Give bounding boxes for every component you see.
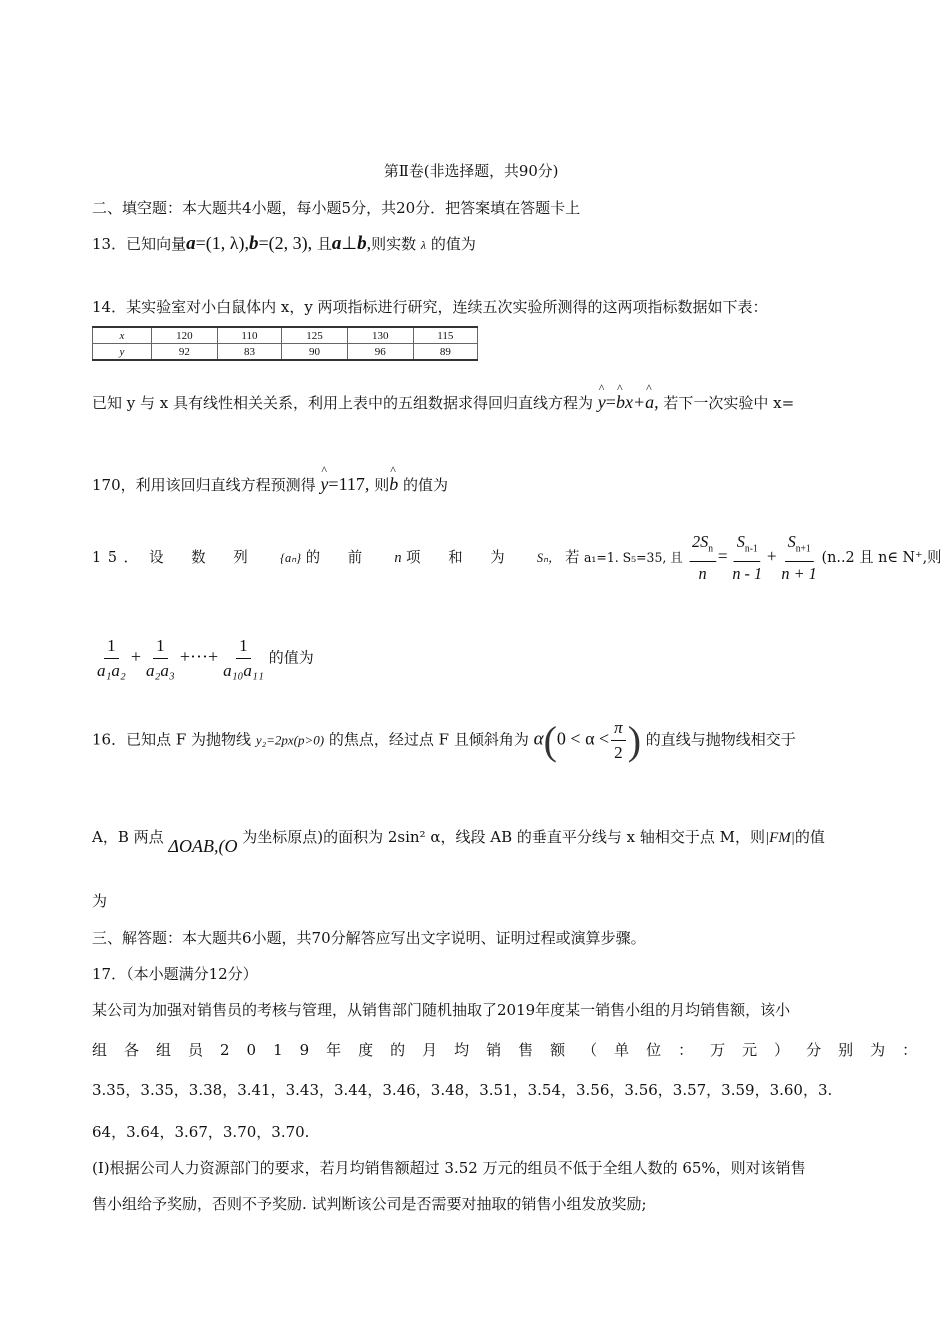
q13-prefix: 13．已知向量 [92,235,187,253]
q15-frac3 [779,530,820,586]
question-16-line2 [92,826,825,856]
q14-line3-end: 的值为 [402,476,448,494]
q15-sum-frac3-num: 1 [236,634,251,659]
fill-in-intro: 二、填空题：本大题共4小题，每小题5分，共20分．把答案填在答题卡上 [92,199,581,217]
question-14-intro: 14．某实验室对小白鼠体内 x，y 两项指标进行研究，连续五次实验所测得的这两项指标数据如下表： [92,298,768,316]
q17-line2: 组各组员2019年度的月均销售额（单位：万元）分别为： [92,1041,935,1059]
q14-eq-b: ^ b [616,392,625,413]
q13-b-value: =(2, 3), [258,233,313,253]
q16-fm: |FM| [764,830,795,846]
q15-sum-frac1-num: 1 [104,634,119,659]
q13-perp: ⊥ [341,233,358,253]
q13-vector-b: b [248,233,259,254]
q15-sum-frac2 [143,634,178,683]
q15-frac3-den: n + 1 [781,564,817,584]
q16-triangle: ΔOAB,(O [168,836,238,856]
q16-mid: 的焦点，经过点 F 且倾斜角为 [328,730,529,749]
q15-frac3-num: S [787,532,796,551]
table-cell: 110 [217,327,281,344]
table-cell: 130 [347,327,413,344]
q15-sum-frac1 [94,634,129,683]
solve-intro: 三、解答题：本大题共6小题，共70分解答应写出文字说明、证明过程或演算步骤。 [92,929,646,947]
q17-line6: 售小组给予奖励，否则不予奖励. 试判断该公司是否需要对抽取的销售小组发放奖励; [92,1195,647,1213]
q15-frac2-den: n - 1 [732,564,763,584]
table-cell: x [93,327,152,344]
data-table [92,326,478,361]
table-cell: 89 [413,344,477,361]
q13-vector-b2: b [357,233,367,254]
q17-line1: 某公司为加强对销售员的考核与管理，从销售部门随机抽取了2019年度某一销售小组的月均销售额，该小 [92,1001,791,1019]
q15-sum-frac3-den: a₁₀a₁₁ [223,661,264,680]
q15-frac2-num: S [736,532,745,551]
question-13: 13．已知向量a=(1, λ),b=(2, 3), 且a⊥b,则实数 λ 的值为 [92,233,476,254]
q14-line2-pre: 已知 y 与 x 具有线性相关关系，利用上表中的五组数据求得回归直线方程为 [92,394,594,412]
question-16-line3: 为 [92,892,108,910]
q15-text-b: 的前 [305,548,390,567]
q16-line2-end: 的值 [794,828,825,846]
q16-cond: 0 < α < [556,728,610,749]
table-cell: 90 [282,344,348,361]
q16-two: 2 [614,743,623,762]
table-cell: 92 [152,344,218,361]
q14-b-hat: ^ b [389,474,398,495]
q14-pred-y: ^ y [320,474,328,495]
table-cell: 83 [217,344,281,361]
q15-sum-end: 的值为 [268,648,314,667]
q15-eq: = [717,546,728,567]
q14-pred-val: =117, [328,474,370,494]
q16-line2-pre: A，B 两点 [92,828,164,846]
q15-cond: a₁=1. S₅=35, 且 [584,551,683,567]
table-cell: 96 [347,344,413,361]
q16-pi: π [611,716,626,741]
question-14-line2 [92,392,794,413]
table-cell: 125 [282,327,348,344]
q15-frac1 [689,530,716,586]
section-title: 第Ⅱ卷(非选择题，共90分) [383,162,559,180]
q15-n: n [394,550,402,567]
q15-tail: (n..2 且 n∈ N⁺,则 [821,548,942,567]
q15-frac2 [729,530,765,586]
q13-qie: 且 [316,235,332,253]
q14-line3-pre: 170，利用该回归直线方程预测得 [92,476,316,494]
q14-eq-mid: = [605,392,616,412]
q17-header: 17．（本小题满分12分） [92,965,258,983]
q15-seq: {aₙ} [280,550,302,566]
q17-line4: 64，3.64，3.67，3.70，3.70. [92,1123,310,1141]
q15-text-a: 设数列 [149,548,276,567]
q15-frac1-sub: n [708,543,714,555]
table-row [93,327,478,344]
q17-line3: 3.35，3.35，3.38，3.41，3.43，3.44，3.46，3.48，3.51，3.54，3.56，3.56，3.57，3.59，3.60，3. [92,1081,833,1099]
q16-post: 的直线与抛物线相交于 [645,730,796,749]
q15-plus: + [766,546,777,567]
q15-sum-frac2-num: 1 [153,634,168,659]
q15-sum-dots: +···+ [179,646,219,667]
q14-line2-post: 若下一次实验中 x= [663,394,795,412]
q15-frac3-sub: n+1 [795,543,811,555]
q13-vector-a: a [186,233,196,254]
q13-a-value: =(1, λ), [195,233,249,253]
question-15-line1 [92,530,942,586]
table-row [93,344,478,361]
q13-end: 的值为 [430,235,476,253]
question-16-line1: 16．已知点 F 为抛物线 y₂=2px(p>0) 的焦点，经过点 F 且倾斜角为 α(0 < α < $\frac{\pi}{2}$ ) 的直线与抛物线相交于 [92,718,796,763]
q17-line5: (Ⅰ)根据公司人力资源部门的要求，若月均销售额超过 3.52 万元的组员不低于全组人数的 65%，则对该销售 [92,1159,806,1177]
q15-frac1-num: 2S [692,532,709,551]
table-cell: 115 [413,327,477,344]
table-cell: y [93,344,152,361]
q16-alpha: α [533,728,544,750]
q14-ze: 则 [374,476,390,494]
q13-suffix: 则实数 [371,235,417,253]
q14-eq-a: ^ a, [645,392,659,413]
question-15-line2: $\frac{1}{\text{a₁a₂}}$ + $\frac{1}{\text{a₂a₃}}$ +···+ $\frac{1}{\text{a₁₀a₁₁}}$ 的值为 [92,634,314,683]
q13-vector-a2: a [331,233,342,254]
q15-text-c: 项和为 [406,548,533,567]
q15-text-d: 若 [565,548,580,567]
q14-eq-x: x+ [624,392,646,412]
q13-lambda: λ [420,238,427,252]
q15-sum-frac1-den: a₁a₂ [97,661,126,680]
q15-num: 15． [92,548,145,567]
q15-frac1-den: n [698,564,707,584]
q16-line2-mid: 为坐标原点)的面积为 2sin² α，线段 AB 的垂直平分线与 x 轴相交于点 M，则 [242,828,765,846]
q16-pre: 16．已知点 F 为抛物线 [92,730,252,749]
q15-sn: Sₙ， [536,550,561,566]
question-14-line3 [92,474,448,495]
q16-pi-frac [611,716,626,765]
q15-sum-frac2-den: a₂a₃ [145,661,175,680]
q16-parabola: y₂=2px(p>0) [255,732,325,748]
q15-sum-frac3 [220,634,267,683]
q14-eq-y: ^ y [598,392,606,413]
table-cell: 120 [152,327,218,344]
q15-frac2-sub: n-1 [744,543,758,555]
